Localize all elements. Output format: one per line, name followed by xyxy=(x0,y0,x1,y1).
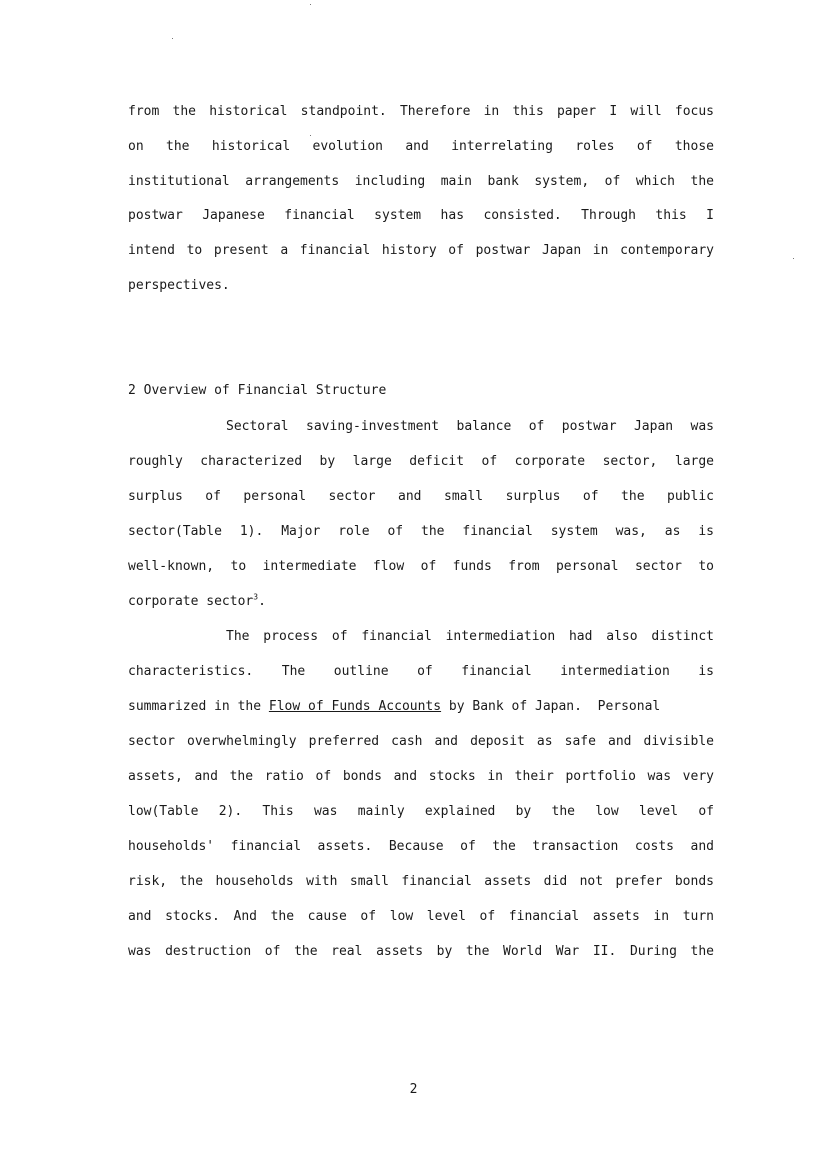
paragraph-line: characteristics. The outline of financial intermediation is xyxy=(128,664,714,679)
publication-title: Flow of Funds Accounts xyxy=(268,699,442,714)
paragraph-text: summarized in the xyxy=(128,699,269,714)
paragraph-text: . xyxy=(258,594,266,609)
footnote-mark: 3 xyxy=(253,592,259,602)
scan-speck xyxy=(310,4,311,5)
paragraph-line: intend to present a financial history of postwar Japan in contemporary xyxy=(128,243,714,258)
paragraph-line: institutional arrangements including main bank system, of which the xyxy=(128,174,714,189)
paragraph-line: Sectoral saving-investment balance of postwar Japan was xyxy=(226,419,714,434)
paragraph-line: was destruction of the real assets by the World War II. During the xyxy=(128,944,714,959)
paragraph-line: sector(Table 1). Major role of the financial system was, as is xyxy=(128,524,714,539)
paragraph-line xyxy=(128,699,714,715)
paragraph-line: risk, the households with small financial assets did not prefer bonds xyxy=(128,874,714,889)
paragraph-line: households' financial assets. Because of the transaction costs and xyxy=(128,839,714,854)
paragraph-line: roughly characterized by large deficit of corporate sector, large xyxy=(128,454,714,469)
paragraph-text: by Bank of Japan. Personal xyxy=(441,699,661,714)
section-heading: 2 Overview of Financial Structure xyxy=(128,383,387,398)
paragraph-line: and stocks. And the cause of low level of financial assets in turn xyxy=(128,909,714,924)
paragraph-line: The process of financial intermediation had also distinct xyxy=(226,629,714,644)
scan-speck xyxy=(793,258,794,259)
paragraph-text: corporate sector xyxy=(128,594,254,609)
paragraph-line: on the historical evolution and interrelating roles of those xyxy=(128,139,714,154)
scan-speck xyxy=(172,38,173,39)
page-number: 2 xyxy=(409,1082,418,1097)
paragraph-line: postwar Japanese financial system has consisted. Through this I xyxy=(128,208,714,223)
paragraph-line: assets, and the ratio of bonds and stocks in their portfolio was very xyxy=(128,769,714,784)
paragraph-line xyxy=(128,594,714,610)
paragraph-line: surplus of personal sector and small surplus of the public xyxy=(128,489,714,504)
paragraph-line: sector overwhelmingly preferred cash and deposit as safe and divisible xyxy=(128,734,714,749)
paragraph-line: perspectives. xyxy=(128,278,230,293)
paragraph-line: from the historical standpoint. Therefore in this paper I will focus xyxy=(128,104,714,119)
paragraph-line: low(Table 2). This was mainly explained by the low level of xyxy=(128,804,714,819)
scan-speck xyxy=(310,135,311,136)
paragraph-line: well-known, to intermediate flow of funds from personal sector to xyxy=(128,559,714,574)
